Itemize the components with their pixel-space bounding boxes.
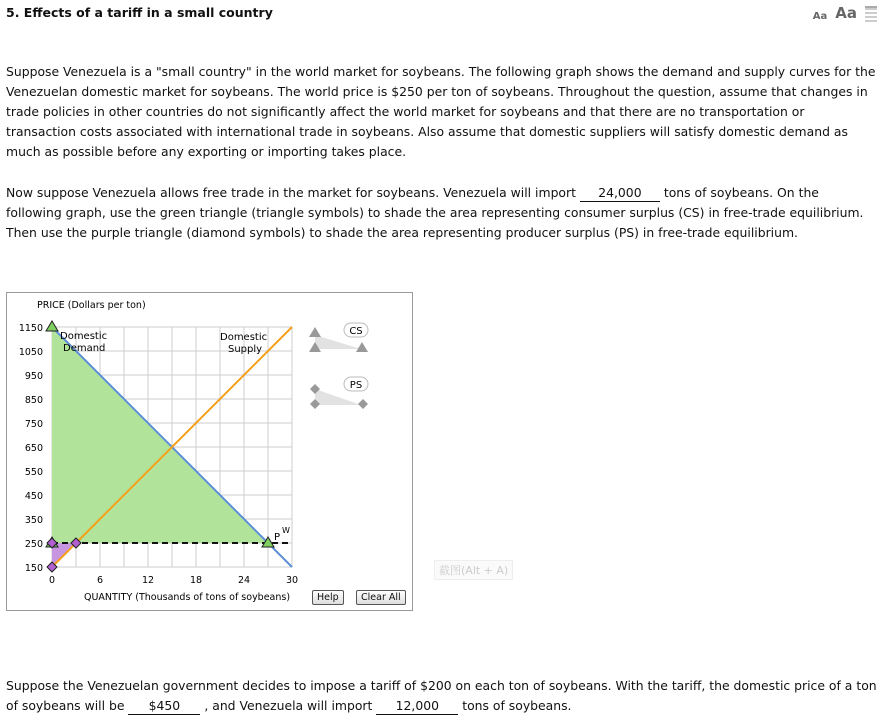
graph-panel xyxy=(6,292,413,611)
print-icon[interactable] xyxy=(865,6,877,22)
help-button[interactable]: Help xyxy=(312,590,344,605)
question-title: 5. Effects of a tariff in a small country xyxy=(6,5,273,20)
cs-tool-icon xyxy=(356,342,368,352)
question-1: Now suppose Venezuela allows free trade in the market for soybeans. Venezuela will import 24,000 tons of soybeans. On the following graph, use the green triangle (triangle symbols) to shade the area representing consumer surplus (CS) in free-trade equilibrium. Then use the purple triangle (diamond symbols) to shade the area representing producer surplus (PS) in free-trade equilibrium. xyxy=(6,185,864,240)
domestic-price-answer[interactable]: $450 xyxy=(128,698,200,715)
x-tick-label: 12 xyxy=(141,575,155,586)
screenshot-tool-hint: 截图(Alt + A) xyxy=(434,560,513,580)
ps-tool-icon xyxy=(358,399,368,409)
font-decrease-button[interactable]: Aa xyxy=(812,11,828,22)
y-tick-label: 350 xyxy=(24,515,43,526)
y-tick-label: 550 xyxy=(24,467,43,478)
intro-text: Suppose Venezuela is a "small country" in the world market for soybeans. The following graph shows the demand and supply curves for the Venezuelan domestic market for soybeans. The world price is $250 per ton of soybeans. Throughout the question, assume that changes in trade policies in other countries do not significantly affect the world market for soybeans and that there are no transportation or transaction costs associated with international trade in soybeans. Also assume that domestic suppliers will satisfy domestic demand as much as possible before any exporting or importing takes place. xyxy=(6,64,876,159)
x-tick-label: 24 xyxy=(237,575,251,586)
question-2: Suppose the Venezuelan government decides to impose a tariff of $200 on each ton of soybeans. With the tariff, the domestic price of a ton of soybeans will be $450 , and Venezuela will import 12,000 tons of soybeans. xyxy=(6,678,877,713)
y-axis-label: PRICE (Dollars per ton) xyxy=(37,300,146,311)
font-increase-button[interactable]: Aa xyxy=(835,4,857,22)
x-tick-label: 6 xyxy=(96,575,104,586)
demand-label-2: Demand xyxy=(63,343,106,354)
y-tick-label: 850 xyxy=(24,395,43,406)
y-tick-label: 750 xyxy=(24,419,43,430)
import-answer[interactable]: 24,000 xyxy=(580,185,660,202)
y-tick-label: 950 xyxy=(24,371,43,382)
x-tick-label: 0 xyxy=(48,575,56,586)
y-tick-label: 1150 xyxy=(18,323,43,334)
world-price-label: P xyxy=(274,532,281,543)
surplus-graph[interactable] xyxy=(7,293,412,610)
x-tick-label: 30 xyxy=(285,575,299,586)
supply-label-1: Domestic xyxy=(220,332,268,343)
cs-triangle-handle xyxy=(46,321,58,331)
x-axis-label: QUANTITY (Thousands of tons of soybeans) xyxy=(84,592,291,603)
y-tick-label: 1050 xyxy=(18,347,43,358)
y-tick-label: 150 xyxy=(24,563,43,574)
cs-tool-icon xyxy=(309,327,321,337)
toolbar xyxy=(813,4,877,22)
y-tick-label: 250 xyxy=(24,539,43,550)
y-tick-label: 650 xyxy=(24,443,43,454)
x-tick-label: 18 xyxy=(189,575,203,586)
ps-tool-label: PS xyxy=(349,380,363,391)
supply-label-2: Supply xyxy=(228,344,263,355)
cs-tool-label: CS xyxy=(349,326,363,337)
world-price-sup: W xyxy=(282,526,290,535)
y-tick-label: 450 xyxy=(24,491,43,502)
tariff-import-answer[interactable]: 12,000 xyxy=(376,698,458,715)
demand-label-1: Domestic xyxy=(60,331,108,342)
clear-all-button[interactable]: Clear All xyxy=(356,590,406,605)
